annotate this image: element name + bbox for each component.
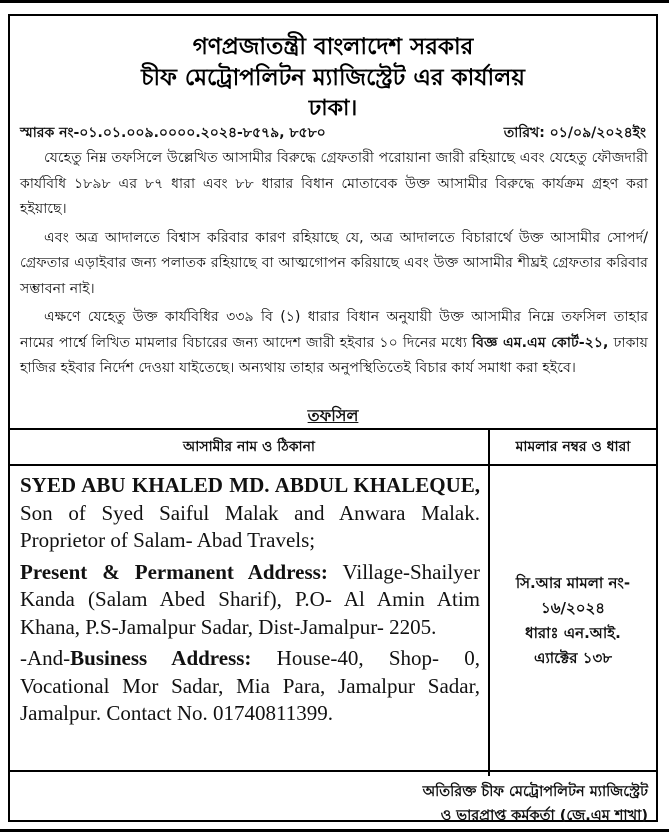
business-address <box>20 645 480 728</box>
paragraph-warrant: যেহেতু নিম্ন তফসিলে উল্লেখিত আসামীর বিরুদ্ধে গ্রেফতারী পরোয়ানা জারী রহিয়াছে এবং যেহেতু ফৌজদারী কার্যবিধি ১৮৯৮ এর ৮৭ ধারা এবং ৮৮ ধারার বিধান মোতাবেক উক্ত আসামীর বিরুদ্ধে কার্যক্রম গ্রহণ করা হইয়াছে। <box>20 150 648 217</box>
memo-number: স্মারক নং-০১.০১.০০৯.০০০০.২০২৪-৮৫৭৯, ৮৫৮০ <box>20 125 326 141</box>
column-header-accused: আসামীর নাম ও ঠিকানা <box>10 429 489 465</box>
case-act: এ্যাক্টের ১৩৮ <box>534 649 612 667</box>
business-address-text: House-40, Shop- 0, Vocational Mor Sadar, Mia Para, Jamalpur Sadar, Jamalpur. Contact No. 01740811399. <box>20 646 480 725</box>
paragraph-appearance-order <box>20 305 648 382</box>
signatory-office: ও ভারপ্রাপ্ত কর্মকর্তা (জে.এম শাখা) <box>440 808 648 824</box>
schedule-header-row <box>10 429 656 465</box>
notice-body <box>20 146 648 385</box>
order-text-start: এক্ষণে যেহেতু উক্ত কার্যবিধির ৩৩৯ বি (১) ধারার বিধান অনুযায়ী উক্ত আসামীর নিম্নে তফসিল তাহার নামের পার্শ্বে লিখিত মামলার বিচারের জন্য আদেশ জারী হইবার ১০ দিনের মধ্যে <box>20 309 648 351</box>
court-name: বিজ্ঞ এম.এম কোর্ট-২১, <box>472 334 609 351</box>
page-bottom-rule <box>0 829 669 832</box>
case-number: ১৬/২০২৪ <box>541 599 605 617</box>
accused-name: SYED ABU KHALED MD. ABDUL KHALEQUE, <box>20 473 480 497</box>
permanent-address-text: Village-Shailyer Kanda (Salam Abed Sharif), P.O- Al Amin Atim Khana, P.S-Jamalpur Sadar, Dist-Jamalpur- 2205. <box>20 559 480 639</box>
business-address-label: Business Address: <box>70 646 252 670</box>
city-title: ঢাকা। <box>308 96 358 121</box>
office-title: চীফ মেট্রোপলিটন ম্যাজিস্ট্রেট এর কার্যালয় <box>141 65 525 91</box>
business-prefix: -And- <box>20 646 71 670</box>
accused-description: Son of Syed Saiful Malak and Anwara Malak. Proprietor of Salam- Abad Travels; <box>20 500 480 552</box>
signature-divider <box>10 770 656 772</box>
case-details-cell <box>489 465 656 776</box>
page-top-rule <box>0 0 669 3</box>
permanent-address-label: Present & Permanent Address: <box>20 559 328 584</box>
order-text-end: ঢাকায় হাজির হইবার নির্দেশ দেওয়া যাইতেছে। অন্যথায় তাহার অনুপস্থিতিতেই বিচার কার্য সমাধা করা হইবে। <box>20 334 648 376</box>
column-header-case: মামলার নম্বর ও ধারা <box>489 429 656 465</box>
permanent-address <box>20 559 480 642</box>
paragraph-absconding: এবং অত্র আদালতে বিশ্বাস করিবার কারণ রহিয়াছে যে, অত্র আদালতে বিচারার্থে উক্ত আসামীর সোপর্দ/গ্রেফতার এড়াইবার জন্য পলাতক রহিয়াছে বা আত্মগোপন করিয়াছে এবং উক্ত আসামীর শীঘ্রই গ্রেফতার করিবার সম্ভাবনা নাই। <box>20 229 648 297</box>
notice-date: তারিখ: ০১/০৯/২০২৪ইং <box>503 125 646 141</box>
schedule-table <box>10 428 656 776</box>
case-section: ধারাঃ এন.আই. <box>525 624 621 642</box>
signatory-designation: অতিরিক্ত চীফ মেট্রোপলিটন ম্যাজিস্ট্রেট <box>422 784 648 800</box>
schedule-caption: তফসিল <box>307 406 359 425</box>
case-type: সি.আর মামলা নং- <box>515 574 631 592</box>
schedule-row <box>10 465 656 776</box>
government-title: গণপ্রজাতন্ত্রী বাংলাদেশ সরকার <box>192 34 474 60</box>
accused-identity <box>20 472 480 555</box>
accused-details-cell <box>10 465 489 776</box>
court-notice <box>8 14 658 822</box>
